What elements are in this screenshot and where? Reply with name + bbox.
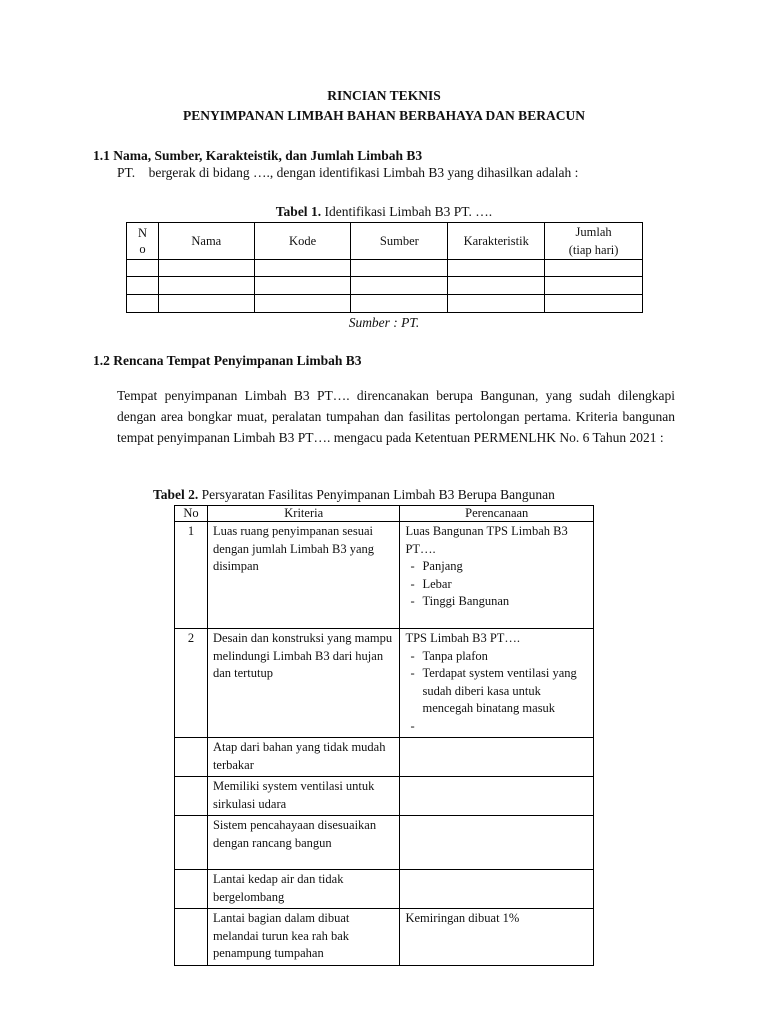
- table-row: [175, 738, 594, 777]
- document-title-line1: RINCIAN TEKNIS: [327, 88, 441, 103]
- section-1-2-paragraph: Tempat penyimpanan Limbah B3 PT…. direncanakan berupa Bangunan, yang sudah dilengkapi dengan area bongkar muat, peralatan tumpahan dan fasilitas pertolongan pertama. Kriteria bangunan tempat penyimpanan Limbah B3 PT…. mengacu pada Ketentuan PERMENLHK No. 6 Tahun 2021 :: [117, 388, 675, 445]
- list-item: - Tanpa plafon: [405, 648, 588, 666]
- table-row: [175, 777, 594, 816]
- list-item: [405, 718, 588, 736]
- table-row: [175, 816, 594, 870]
- table-row: [175, 870, 594, 909]
- criteria-cell: Atap dari bahan yang tidak mudah terbakar: [207, 738, 400, 777]
- table1-header-nama: Nama: [158, 223, 254, 260]
- criteria-cell: Luas ruang penyimpanan sesuai dengan jumlah Limbah B3 yang disimpan: [207, 522, 400, 629]
- table2-caption-text: Persyaratan Fasilitas Penyimpanan Limbah B3 Berupa Bangunan: [198, 487, 555, 502]
- table1-caption: [0, 204, 768, 220]
- planning-cell: Kemiringan dibuat 1%: [400, 909, 594, 966]
- table2-header-row: [175, 506, 594, 522]
- planning-cell: [400, 777, 594, 816]
- table-row: [175, 522, 594, 629]
- table2-header-kriteria: Kriteria: [207, 506, 400, 522]
- table1-header-sumber: Sumber: [351, 223, 448, 260]
- table-row: [175, 629, 594, 738]
- list-item: - Terdapat system ventilasi yang sudah diberi kasa untuk mencegah binatang masuk: [405, 665, 588, 718]
- table-row: [175, 909, 594, 966]
- table2-caption: [153, 487, 555, 503]
- row-number: [175, 909, 208, 966]
- list-item: - Lebar: [405, 576, 588, 594]
- storage-requirements-table: [174, 505, 594, 966]
- table1-header-jumlah: Jumlah (tiap hari): [545, 223, 643, 260]
- row-number: 2: [175, 629, 208, 738]
- planning-cell: TPS Limbah B3 PT…. - Tanpa plafon - Terdapat system ventilasi yang sudah diberi kasa untuk mencegah binatang masuk -: [400, 629, 594, 738]
- table-row: [127, 277, 643, 295]
- row-number: [175, 777, 208, 816]
- table1-caption-label: Tabel 1.: [275, 204, 322, 219]
- row-number: [175, 870, 208, 909]
- table2-header-perencanaan: Perencanaan: [400, 506, 594, 522]
- planning-list: [405, 558, 588, 611]
- table1-header-karakteristik: Karakteristik: [448, 223, 545, 260]
- section-1-2-heading: 1.2 Rencana Tempat Penyimpanan Limbah B3: [93, 353, 362, 368]
- row-number: [175, 738, 208, 777]
- criteria-cell: Desain dan konstruksi yang mampu melindungi Limbah B3 dari hujan dan tertutup: [207, 629, 400, 738]
- table-row: [127, 295, 643, 313]
- criteria-cell: Lantai kedap air dan tidak bergelombang: [207, 870, 400, 909]
- planning-cell: [400, 870, 594, 909]
- table2-caption-label: Tabel 2.: [153, 487, 199, 502]
- table1-header-row: [127, 223, 643, 260]
- section-1-1-heading: 1.1 Nama, Sumber, Karakteistik, dan Jumlah Limbah B3: [93, 148, 423, 163]
- waste-identification-table: [126, 222, 643, 313]
- planning-cell: [400, 816, 594, 870]
- planning-list: [405, 648, 588, 736]
- section-1-1-intro: PT. bergerak di bidang …., dengan identifikasi Limbah B3 yang dihasilkan adalah :: [117, 165, 579, 180]
- table1-header-kode: Kode: [254, 223, 351, 260]
- criteria-cell: Memiliki system ventilasi untuk sirkulasi udara: [207, 777, 400, 816]
- criteria-cell: Lantai bagian dalam dibuat melandai turun kea rah bak penampung tumpahan: [207, 909, 400, 966]
- list-item: - Panjang: [405, 558, 588, 576]
- criteria-cell: Sistem pencahayaan disesuaikan dengan rancang bangun: [207, 816, 400, 870]
- planning-cell: [400, 738, 594, 777]
- row-number: 1: [175, 522, 208, 629]
- table2-header-no: No: [175, 506, 208, 522]
- list-item: - Tinggi Bangunan: [405, 593, 588, 611]
- document-title-line2: PENYIMPANAN LIMBAH BAHAN BERBAHAYA DAN BERACUN: [183, 108, 585, 123]
- table1-header-no: N o: [127, 223, 159, 260]
- row-number: [175, 816, 208, 870]
- table1-caption-text: Identifikasi Limbah B3 PT. ….: [321, 204, 493, 219]
- planning-cell: Luas Bangunan TPS Limbah B3 PT…. - Panjang - Lebar - Tinggi Bangunan: [400, 522, 594, 629]
- table-row: [127, 260, 643, 277]
- table1-source: Sumber : PT.: [348, 315, 420, 330]
